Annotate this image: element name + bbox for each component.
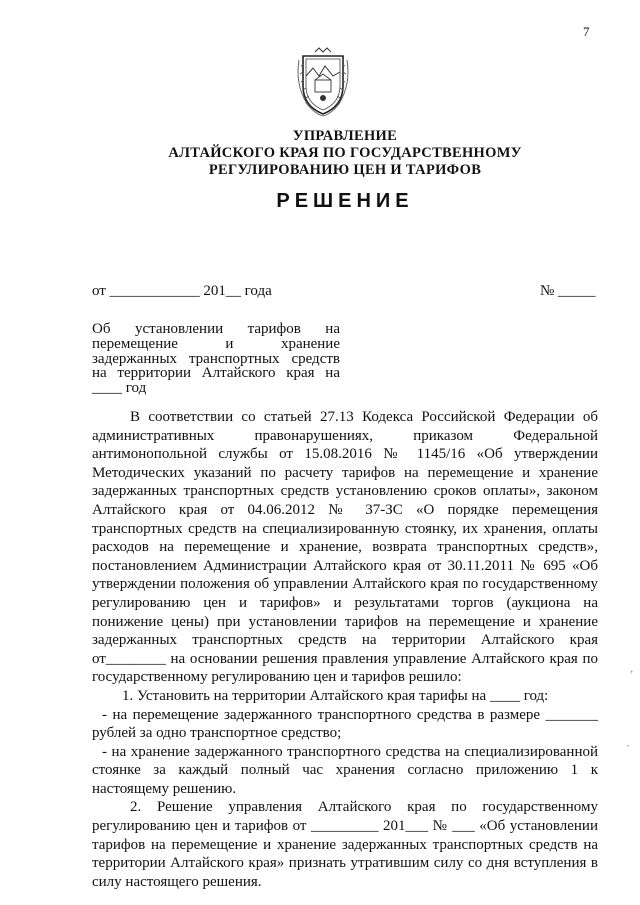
header-line-1: УПРАВЛЕНИЕ <box>292 128 398 144</box>
item-1-paragraph: 1. Установить на территории Алтайского края тарифы на ____ год: <box>122 687 549 704</box>
document-type-title: РЕШЕНИЕ <box>276 190 414 212</box>
subject-line: на территории Алтайского края на <box>92 365 340 382</box>
header-line-3: РЕГУЛИРОВАНИЮ ЦЕН И ТАРИФОВ <box>208 162 482 178</box>
page-number: 7 <box>583 24 590 39</box>
scan-artifact: · <box>626 738 631 753</box>
item-1-dash-1: - на перемещение задержанного транспортного средства в размере _______ рублей за одно транспортное средство; <box>92 706 598 742</box>
subject-line: задержанных транспортных средств <box>92 350 340 367</box>
subject-line: Об установлении тарифов на <box>92 321 340 337</box>
item-2-paragraph: 2. Решение управления Алтайского края по государственному регулированию цен и тарифов от _________ 201___ № ___ «Об установлении тарифов на перемещение и хранение задержанных транспортных средств на территории Алтайского края» признать утратившим силу со дня вступления в силу настоящего решения. <box>92 799 598 890</box>
scan-artifact: , <box>630 660 634 675</box>
header-line-2: АЛТАЙСКОГО КРАЯ ПО ГОСУДАРСТВЕННОМУ <box>168 145 522 161</box>
issuing-authority-header <box>100 128 590 179</box>
document-subject <box>92 322 340 396</box>
preamble-paragraph: В соответствии со статьей 27.13 Кодекса Российской Федерации об административных правонарушениях, приказом Федеральной антимонопольной службы от 15.08.2016 № 1145/16 «Об утверждении Методических указаний по расчету тарифов на перемещение и хранение задержанных транспортных средств установлению сроков оплаты», законом Алтайского края от 04.06.2012 № 37-ЗС «О порядке перемещения транспортных средств на специализированную стоянку, их хранения, оплаты расходов на перемещение и хранение, возврата транспортных средств», постановлением Администрации Алтайского края от 30.11.2011 № 695 «Об утверждении положения об управлении Алтайского края по государственному регулированию цен и тарифов» и результатами торгов (аукциона на понижение цены) при установлении тарифов на перемещение и хранение задержанных транспортных средств на территории Алтайского края от________ на основании решения правления управление Алтайского края по государственному регулированию цен и тарифов решило: <box>92 409 598 686</box>
document-body <box>92 408 598 891</box>
item-1-dash-2: - на хранение задержанного транспортного средства на специализированной стоянке за каждый полный час хранения согласно приложению 1 к настоящему решению. <box>92 743 598 797</box>
date-line: от ____________ 201__ года <box>92 283 272 299</box>
subject-line: перемещение и хранение <box>92 335 340 352</box>
document-number-line: № _____ <box>540 283 596 299</box>
coat-of-arms-emblem <box>293 46 353 118</box>
subject-line: ____ год <box>92 380 147 397</box>
